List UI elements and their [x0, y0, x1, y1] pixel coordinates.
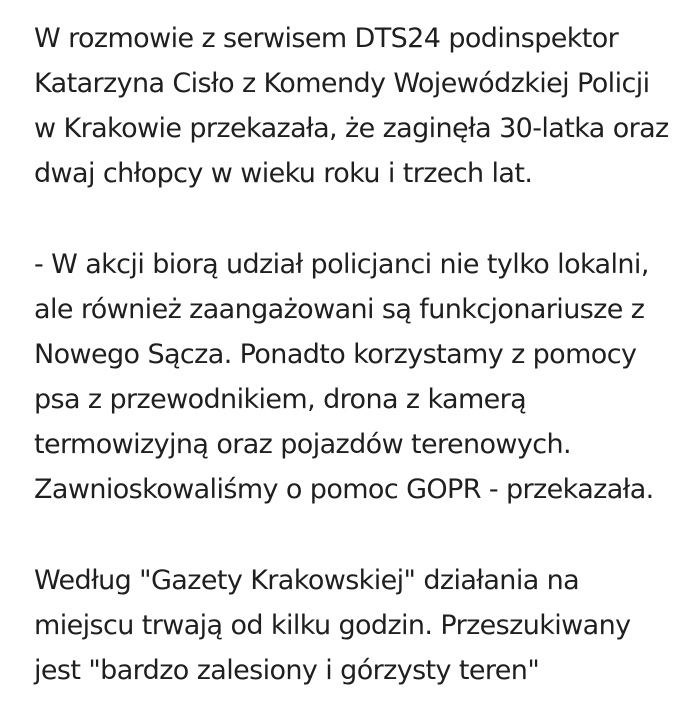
text-line: miejscu trwają od kilku godzin. Przeszukiwany	[34, 610, 631, 641]
text-line: w Krakowie przekazała, że zaginęła 30-latka oraz	[34, 113, 669, 144]
paragraph-gazeta-report	[34, 558, 694, 693]
text-line: ale również zaangażowani są funkcjonariusze z	[34, 294, 645, 325]
text-line: termowizyjną oraz pojazdów terenowych.	[34, 429, 571, 460]
text-line: Nowego Sącza. Ponadto korzystamy z pomocy	[34, 339, 637, 370]
text-line: dwaj chłopcy w wieku roku i trzech lat.	[34, 158, 533, 189]
text-line: jest "bardzo zalesiony i górzysty teren"	[34, 655, 540, 686]
text-line: Katarzyna Cisło z Komendy Wojewódzkiej Policji	[34, 68, 650, 99]
text-line: - W akcji biorą udział policjanci nie tylko lokalni,	[34, 249, 649, 280]
article-body	[34, 16, 694, 693]
text-line: Według "Gazety Krakowskiej" działania na	[34, 565, 580, 596]
paragraph-quote	[34, 242, 694, 512]
text-line: Zawnioskowaliśmy o pomoc GOPR - przekazała.	[34, 474, 654, 505]
text-line: W rozmowie z serwisem DTS24 podinspektor	[34, 23, 619, 54]
text-line: psa z przewodnikiem, drona z kamerą	[34, 384, 527, 415]
paragraph-police-statement	[34, 16, 694, 196]
